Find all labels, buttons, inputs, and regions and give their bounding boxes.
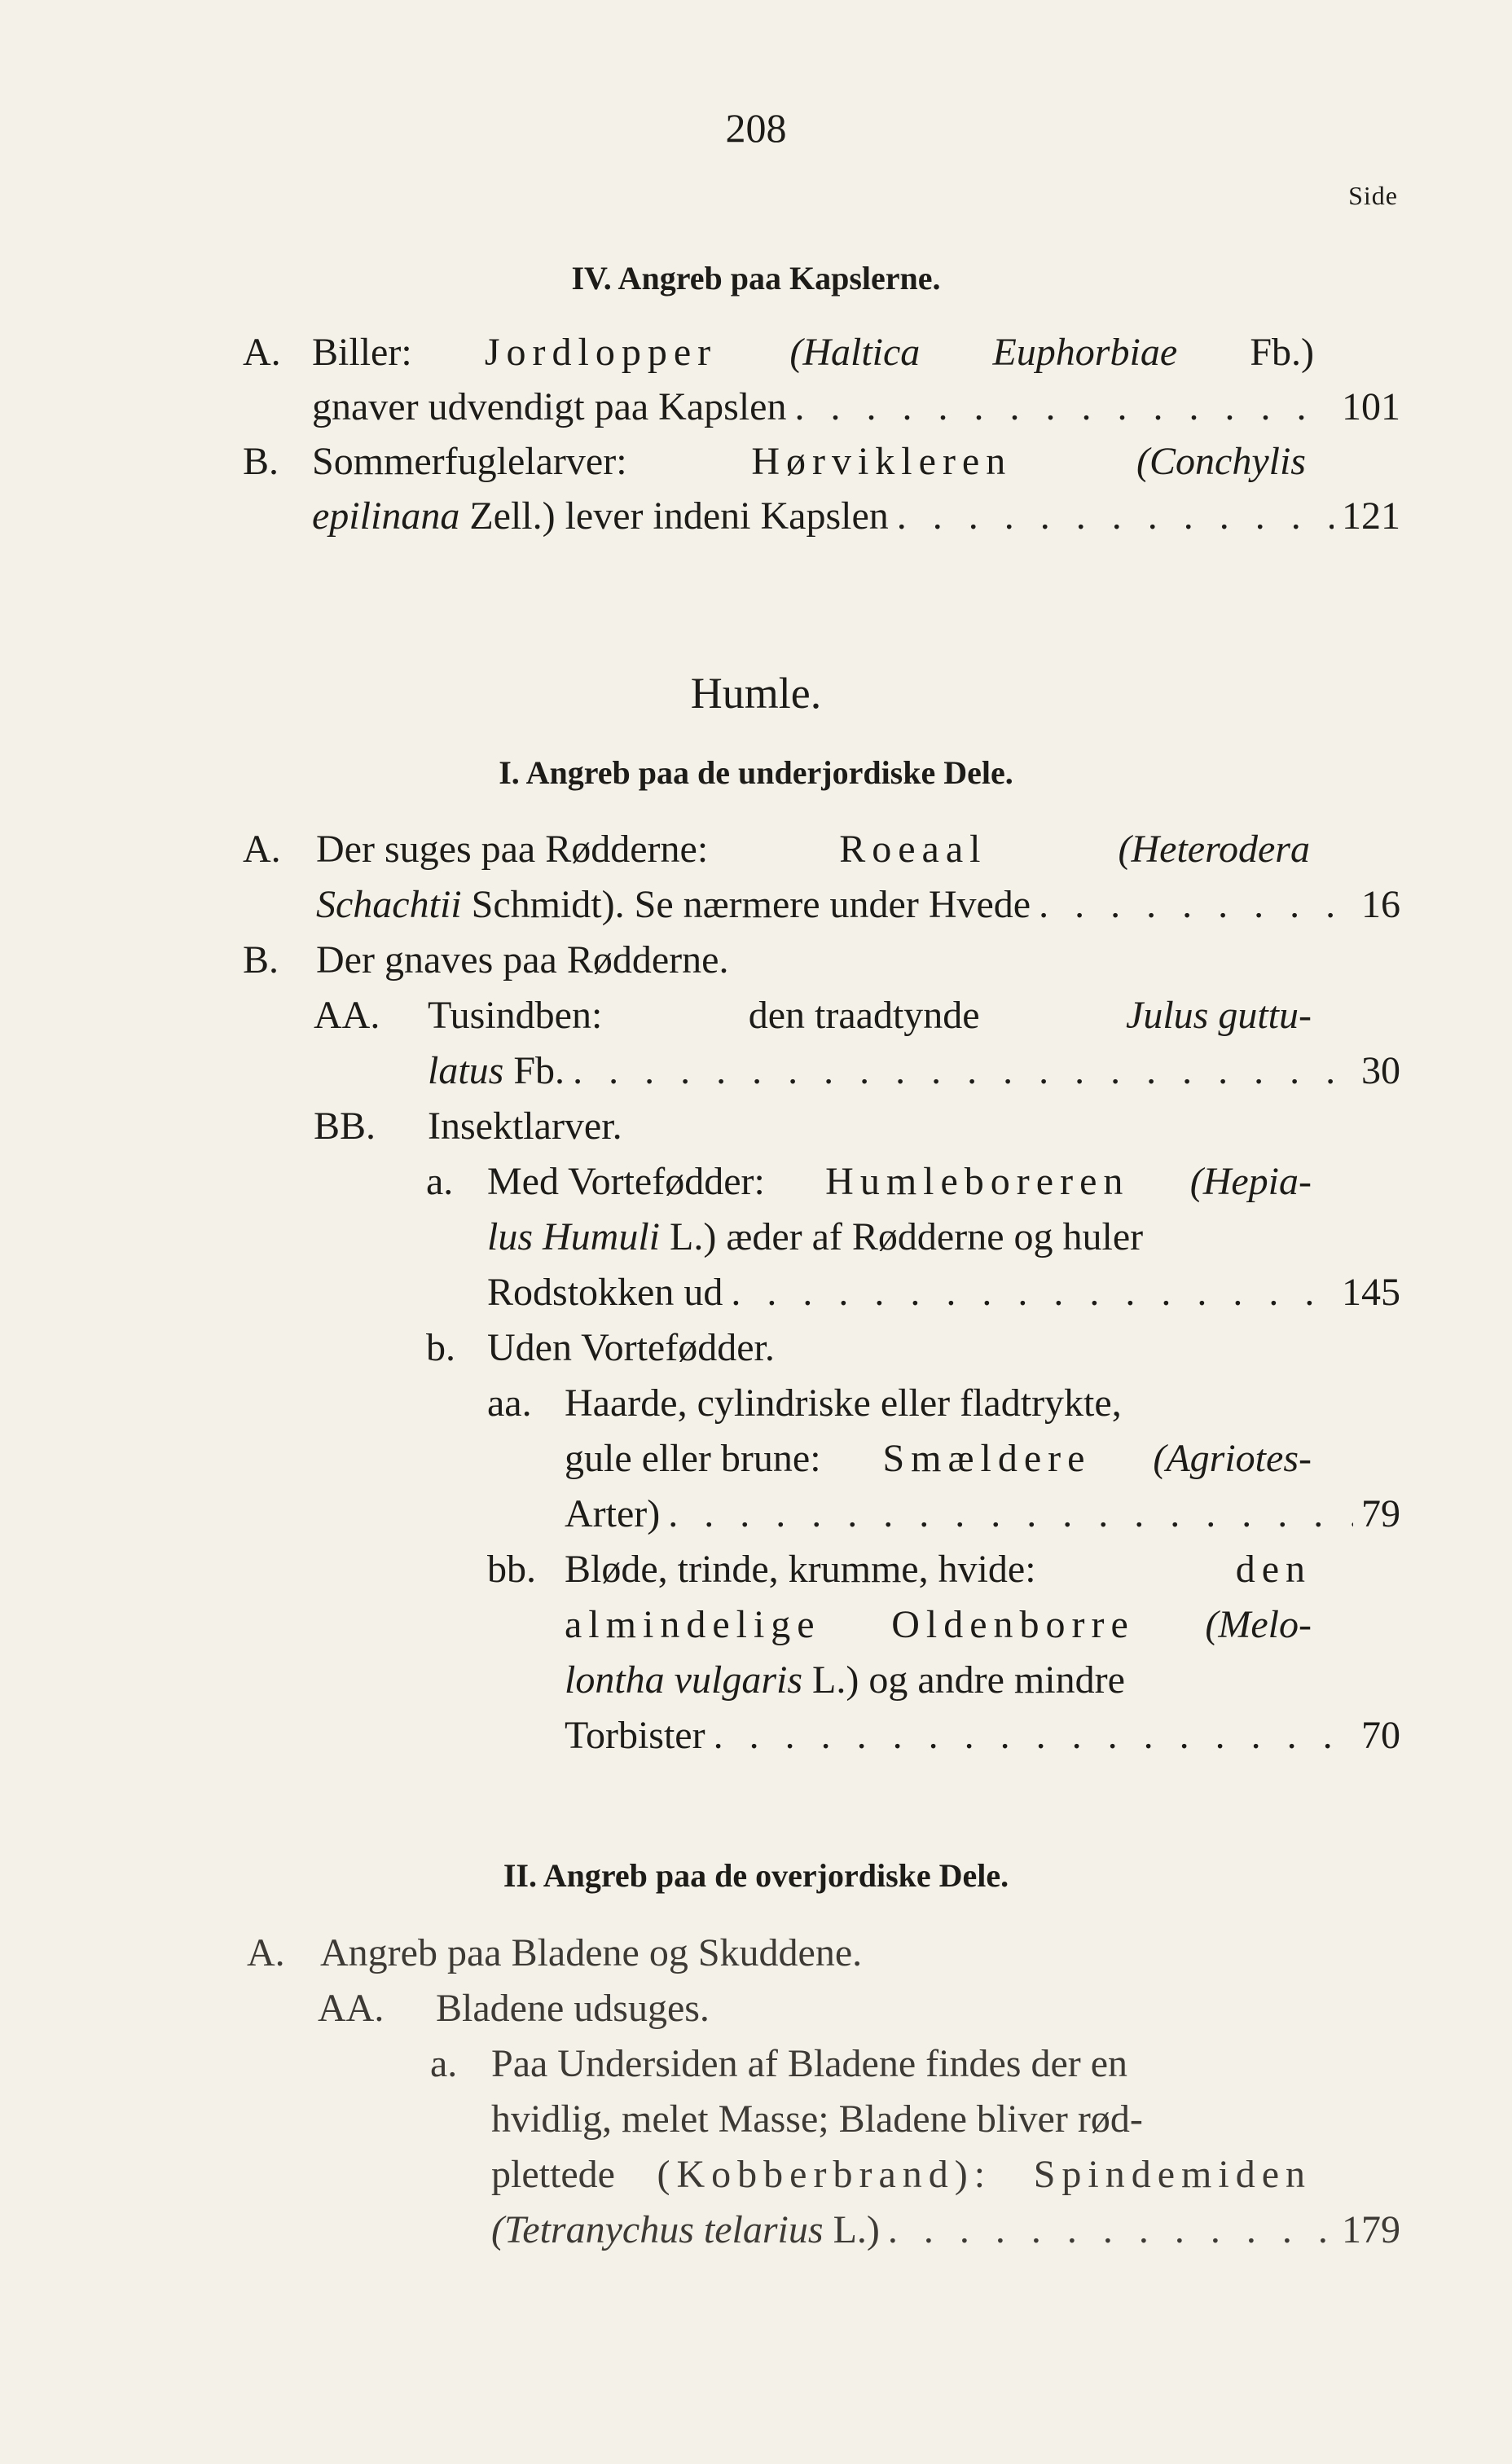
latin-name: (Melo- — [1205, 1603, 1312, 1646]
spaced-name: (Kobberbrand): — [657, 2153, 992, 2196]
latin-name: Euphorbiae — [992, 331, 1178, 374]
entry-text: L.) og andre mindre — [812, 1658, 1125, 1702]
page-reference: 179 — [1342, 2208, 1400, 2251]
latin-name: latus — [428, 1049, 504, 1092]
entry-label-i-aa2: aa. — [487, 1381, 532, 1425]
entry-i-aa2-line2 — [565, 1436, 1312, 1481]
dot-leader — [668, 1491, 1353, 1536]
entry-i-aa2-line3 — [565, 1491, 1400, 1536]
entry-label-i-bb2: bb. — [487, 1548, 536, 1591]
latin-name: lontha vulgaris — [565, 1658, 803, 1702]
entry-text: Zell.) lever indeni Kapslen — [469, 494, 889, 538]
text-segment: Biller: — [312, 331, 412, 374]
entry-ii-a2-line1: Paa Undersiden af Bladene findes der en — [491, 2042, 1128, 2085]
text-segment: Fb.) — [1250, 331, 1314, 374]
entry-label-i-a2: a. — [426, 1160, 454, 1203]
spaced-name: den — [1235, 1548, 1312, 1591]
text-segment: Sommerfuglelarver: — [312, 440, 627, 483]
latin-name: lus Humuli — [487, 1215, 661, 1258]
page-reference: 79 — [1361, 1492, 1400, 1535]
entry-label-ii-aa: AA. — [318, 1987, 385, 2030]
entry-iv-b-line2 — [312, 494, 1400, 538]
entry-label-iv-b: B. — [243, 440, 279, 483]
text-segment: Med Vortefødder: — [487, 1160, 765, 1203]
entry-text: L.) — [833, 2208, 880, 2251]
entry-label-ii-a2: a. — [430, 2042, 458, 2085]
spaced-name: Smældere — [882, 1437, 1092, 1480]
entry-i-a2-line3 — [487, 1270, 1400, 1315]
page-reference: 121 — [1342, 494, 1400, 538]
entry-i-bb2-line4 — [565, 1713, 1400, 1758]
dot-leader — [794, 384, 1334, 429]
page-reference: 70 — [1361, 1714, 1400, 1757]
entry-ii-a2-line2: hvidlig, melet Masse; Bladene bliver rød- — [491, 2097, 1143, 2141]
text-segment: gule eller brune: — [565, 1437, 821, 1480]
entry-iv-a-line1 — [312, 330, 1314, 375]
entry-text: gnaver udvendigt paa Kapslen — [312, 385, 787, 428]
entry-i-a-line1 — [316, 827, 1310, 872]
spaced-name: Roeaal — [839, 828, 987, 871]
entry-label-i-aa: AA. — [314, 994, 380, 1037]
entry-text: L.) æder af Rødderne og huler — [670, 1215, 1144, 1258]
chapter-title: Humle. — [690, 669, 822, 718]
latin-name: (Haltica — [789, 331, 921, 374]
latin-name: (Heterodera — [1118, 828, 1310, 871]
text-segment: den traadtynde — [748, 994, 980, 1037]
side-column-label: Side — [1348, 181, 1398, 210]
entry-text: Rodstokken ud — [487, 1271, 723, 1314]
dot-leader — [888, 2207, 1334, 2252]
entry-text-wrap — [316, 882, 1031, 927]
entry-text: Torbister — [565, 1714, 705, 1757]
spaced-name: Humleboreren — [825, 1160, 1130, 1203]
latin-name: (Hepia- — [1189, 1160, 1312, 1203]
text-segment: Tusindben: — [428, 994, 603, 1037]
entry-i-a-line2 — [316, 882, 1400, 927]
entry-iv-b-line1 — [312, 439, 1306, 484]
entry-iv-a-line2 — [312, 384, 1400, 429]
latin-name: (Agriotes- — [1153, 1437, 1312, 1480]
latin-name: (Conchylis — [1136, 440, 1306, 483]
dot-leader — [897, 494, 1334, 538]
text-segment: plettede — [491, 2153, 615, 2196]
text-segment: Der suges paa Rødderne: — [316, 828, 709, 871]
latin-name: Julus guttu- — [1126, 994, 1312, 1037]
entry-text: Arter) — [565, 1492, 661, 1535]
section-heading-i: I. Angreb paa de underjordiske Dele. — [499, 754, 1013, 791]
section-heading-ii: II. Angreb paa de overjordiske Dele. — [503, 1857, 1009, 1894]
entry-i-aa-line2 — [428, 1048, 1400, 1093]
dot-leader — [573, 1048, 1353, 1093]
entry-label-i-b2: b. — [426, 1326, 455, 1369]
entry-i-a2-line2 — [487, 1214, 1312, 1259]
entry-i-bb2-line3 — [565, 1658, 1312, 1702]
entry-text-wrap — [491, 2207, 880, 2252]
entry-label-iv-a: A. — [243, 331, 281, 374]
entry-i-b-line1: Der gnaves paa Rødderne. — [316, 938, 729, 982]
entry-label-i-bb: BB. — [314, 1105, 376, 1148]
page-number: 208 — [725, 105, 787, 151]
entry-ii-a2-line3 — [491, 2152, 1312, 2197]
spaced-name: Hørvikleren — [751, 440, 1013, 483]
spaced-name: almindelige — [565, 1603, 821, 1646]
latin-name: (Tetranychus telarius — [491, 2208, 824, 2251]
entry-ii-a-line1: Angreb paa Bladene og Skuddene. — [320, 1931, 863, 1974]
latin-name: epilinana — [312, 494, 460, 538]
entry-label-ii-a: A. — [247, 1931, 285, 1974]
entry-text-wrap — [428, 1048, 565, 1093]
page-reference: 30 — [1361, 1049, 1400, 1092]
entry-text-wrap — [312, 494, 889, 538]
page-reference: 16 — [1361, 883, 1400, 926]
spaced-name: Spindemiden — [1033, 2153, 1312, 2196]
spaced-name: Oldenborre — [891, 1603, 1135, 1646]
entry-i-bb2-line1 — [565, 1547, 1312, 1592]
dot-leader — [731, 1270, 1334, 1315]
dot-leader — [1039, 882, 1353, 927]
section-heading-iv: IV. Angreb paa Kapslerne. — [571, 260, 941, 296]
entry-i-b2-line1: Uden Vortefødder. — [487, 1326, 775, 1369]
dot-leader — [714, 1713, 1353, 1758]
entry-ii-aa-line1: Bladene udsuges. — [436, 1987, 710, 2030]
latin-name: Schachtii — [316, 883, 462, 926]
spaced-name: Jordlopper — [484, 331, 718, 374]
entry-label-i-a: A. — [243, 828, 281, 871]
entry-i-bb2-line2 — [565, 1602, 1312, 1647]
entry-i-a2-line1 — [487, 1159, 1312, 1204]
page-reference: 101 — [1342, 385, 1400, 428]
entry-i-bb-line1: Insektlarver. — [428, 1105, 622, 1148]
entry-ii-a2-line4 — [491, 2207, 1400, 2252]
entry-text: Fb. — [513, 1049, 565, 1092]
text-segment: Bløde, trinde, krumme, hvide: — [565, 1548, 1036, 1591]
entry-i-aa-line1 — [428, 993, 1312, 1038]
page-reference: 145 — [1342, 1271, 1400, 1314]
entry-text: Schmidt). Se nærmere under Hvede — [471, 883, 1031, 926]
entry-i-aa2-line1: Haarde, cylindriske eller fladtrykte, — [565, 1381, 1122, 1425]
entry-label-i-b: B. — [243, 938, 279, 982]
